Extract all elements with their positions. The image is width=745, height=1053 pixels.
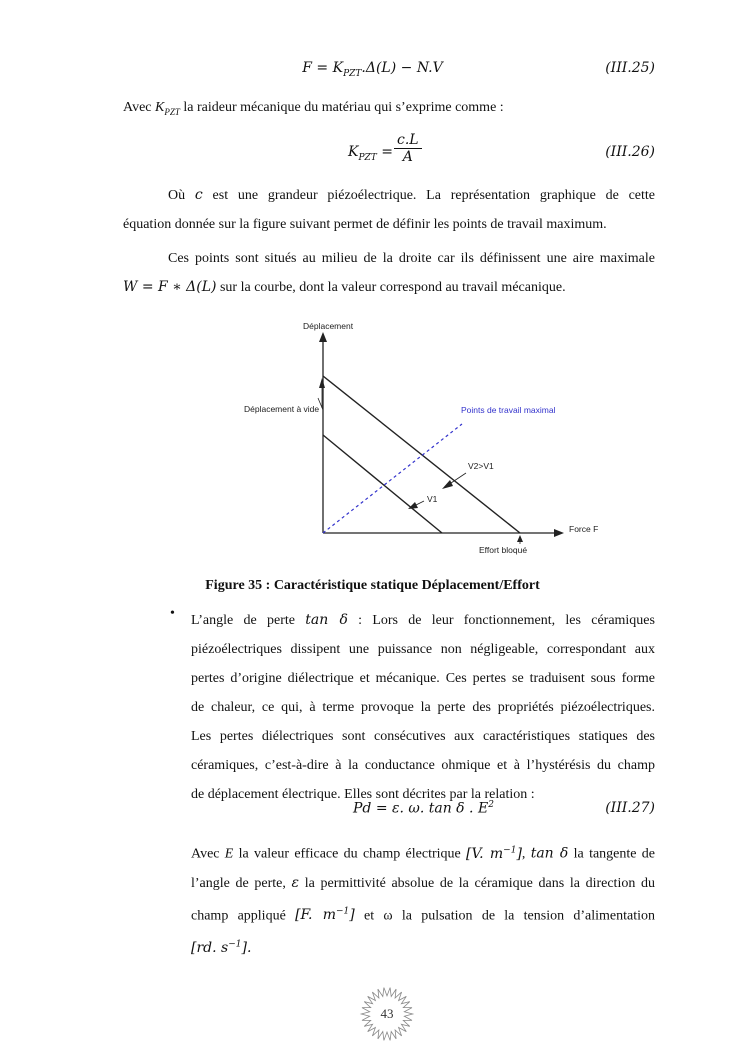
eq26-k: K (348, 144, 359, 160)
eq-k: K (332, 60, 344, 76)
line (191, 898, 655, 931)
text: Où (168, 188, 195, 203)
equation-III-26 (0, 132, 745, 176)
eq26-numerator: c.L (394, 132, 422, 149)
text: la tangente de (568, 846, 655, 862)
unit-base: [F. m (295, 907, 336, 924)
line (191, 836, 655, 869)
eq26-k-sub: PZT (358, 152, 377, 163)
kpzt-symbol: K (155, 100, 165, 115)
line: de chaleur, ce qui, à terme provoque la perte des propriétés piézoélectriques. (191, 700, 655, 715)
bullet-paragraph (191, 606, 655, 809)
unit-sup: −1 (503, 845, 517, 855)
blocked-effort-label: Effort bloqué (479, 545, 528, 555)
eq27-expression (353, 800, 494, 817)
line: Les pertes diélectriques sont consécutives aux caractéristiques statiques des (191, 729, 655, 744)
eq-rhs: .Δ(L) − N.V (361, 60, 443, 76)
equation-number: (III.26) (605, 144, 655, 160)
text: : Lors de leur fonctionnement, les céramiques (347, 613, 655, 628)
unit (295, 907, 355, 923)
text: la raideur mécanique du matériau qui s’exprime comme : (179, 100, 504, 115)
eq-k-sub: PZT (343, 68, 362, 79)
max-work-label: Points de travail maximal (461, 405, 556, 415)
v1-line (323, 435, 442, 533)
max-work-dashed-line (323, 424, 462, 533)
kpzt-sub: PZT (164, 106, 180, 117)
tan-delta: tan δ (530, 845, 569, 862)
line: pertes d’origine diélectrique et mécanique. Ces pertes se traduisent sous forme (191, 671, 655, 686)
text: la valeur efficace du champ électrique (233, 846, 467, 862)
text: Avec (123, 100, 155, 115)
page-number-ornament (335, 984, 439, 1044)
text: Avec (191, 846, 225, 862)
eq-lhs: F (302, 60, 312, 76)
text: est une grandeur piézoélectrique. La représentation graphique de cette (202, 188, 655, 203)
x-axis-arrow (554, 529, 564, 537)
unit-sup: −1 (228, 939, 242, 950)
figure-caption: Figure 35 : Caractéristique statique Déplacement/Effort (205, 578, 540, 593)
unit (191, 940, 251, 956)
text: L’angle de perte (191, 613, 306, 628)
eq27-expr: Pd = ε. ω. tan δ . E (353, 800, 489, 817)
text: la permittivité absolue de la céramique dans la direction du (299, 875, 655, 891)
line: équation donnée sur la figure suivant permet de définir les points de travail maximum. (123, 217, 607, 232)
equation-III-25 (0, 60, 745, 82)
eq26-fraction (394, 132, 422, 165)
eq27-sup: 2 (488, 800, 494, 810)
eq26-sign: = (376, 144, 393, 160)
y-axis-arrow (319, 332, 327, 342)
c-symbol: c (194, 187, 203, 203)
line: céramiques, c’est-à-dire à la conductance ohmique et à l’hystérésis du champ (191, 758, 655, 773)
eq-sign: = (311, 60, 333, 76)
unit-end: ] (349, 907, 355, 924)
page-number: 43 (380, 1006, 394, 1021)
line (123, 273, 655, 302)
unit (466, 846, 522, 862)
x-axis-label: Force F (569, 524, 599, 534)
unit-base: [V. m (466, 845, 504, 862)
free-displacement-label: Déplacement à vide (244, 404, 320, 414)
text: , (521, 846, 531, 862)
eq26-denominator: A (402, 149, 413, 165)
line (191, 869, 655, 898)
equation-number: (III.27) (605, 800, 655, 816)
work-formula: W = F ∗ Δ(L) (123, 279, 217, 295)
v2-label: V2>V1 (468, 461, 494, 471)
line (191, 930, 655, 963)
line: piézoélectriques dissipent une puissance non négligeable, correspondant aux (191, 642, 655, 657)
text: sur la courbe, dont la valeur correspond au travail mécanique. (216, 280, 566, 295)
equation-III-27 (0, 800, 745, 822)
e-symbol: E (224, 846, 234, 862)
line (191, 606, 655, 635)
bullet-marker: • (170, 606, 175, 621)
text: champ appliqué (191, 908, 296, 924)
line (123, 181, 655, 210)
line: de déplacement électrique. Elles sont décrites par la relation : (191, 787, 535, 802)
paragraph-points (123, 244, 655, 302)
y-axis-label: Déplacement (303, 321, 354, 331)
unit-end: ] (516, 845, 522, 862)
paragraph-avec-e (191, 836, 655, 963)
v1-label: V1 (427, 494, 438, 504)
epsilon-symbol: ε (291, 874, 300, 891)
unit-end: ]. (241, 939, 252, 956)
unit-base: [rd. s (191, 939, 229, 956)
equation-number: (III.25) (605, 60, 655, 76)
unit-sup: −1 (336, 906, 350, 917)
eq26-lhs (348, 144, 393, 163)
text: l’angle de perte, (191, 875, 292, 891)
v2-pointer-head (442, 480, 453, 489)
blocked-pointer-head (517, 535, 523, 542)
figure-displacement-force (230, 318, 610, 562)
paragraph-c (123, 181, 655, 239)
line: Ces points sont situés au milieu de la droite car ils définissent une aire maximale (168, 251, 655, 266)
tan-delta: tan δ (305, 612, 348, 628)
text: et ω la pulsation de la tension d’alimentation (354, 908, 656, 924)
paragraph-kpzt (123, 93, 655, 127)
